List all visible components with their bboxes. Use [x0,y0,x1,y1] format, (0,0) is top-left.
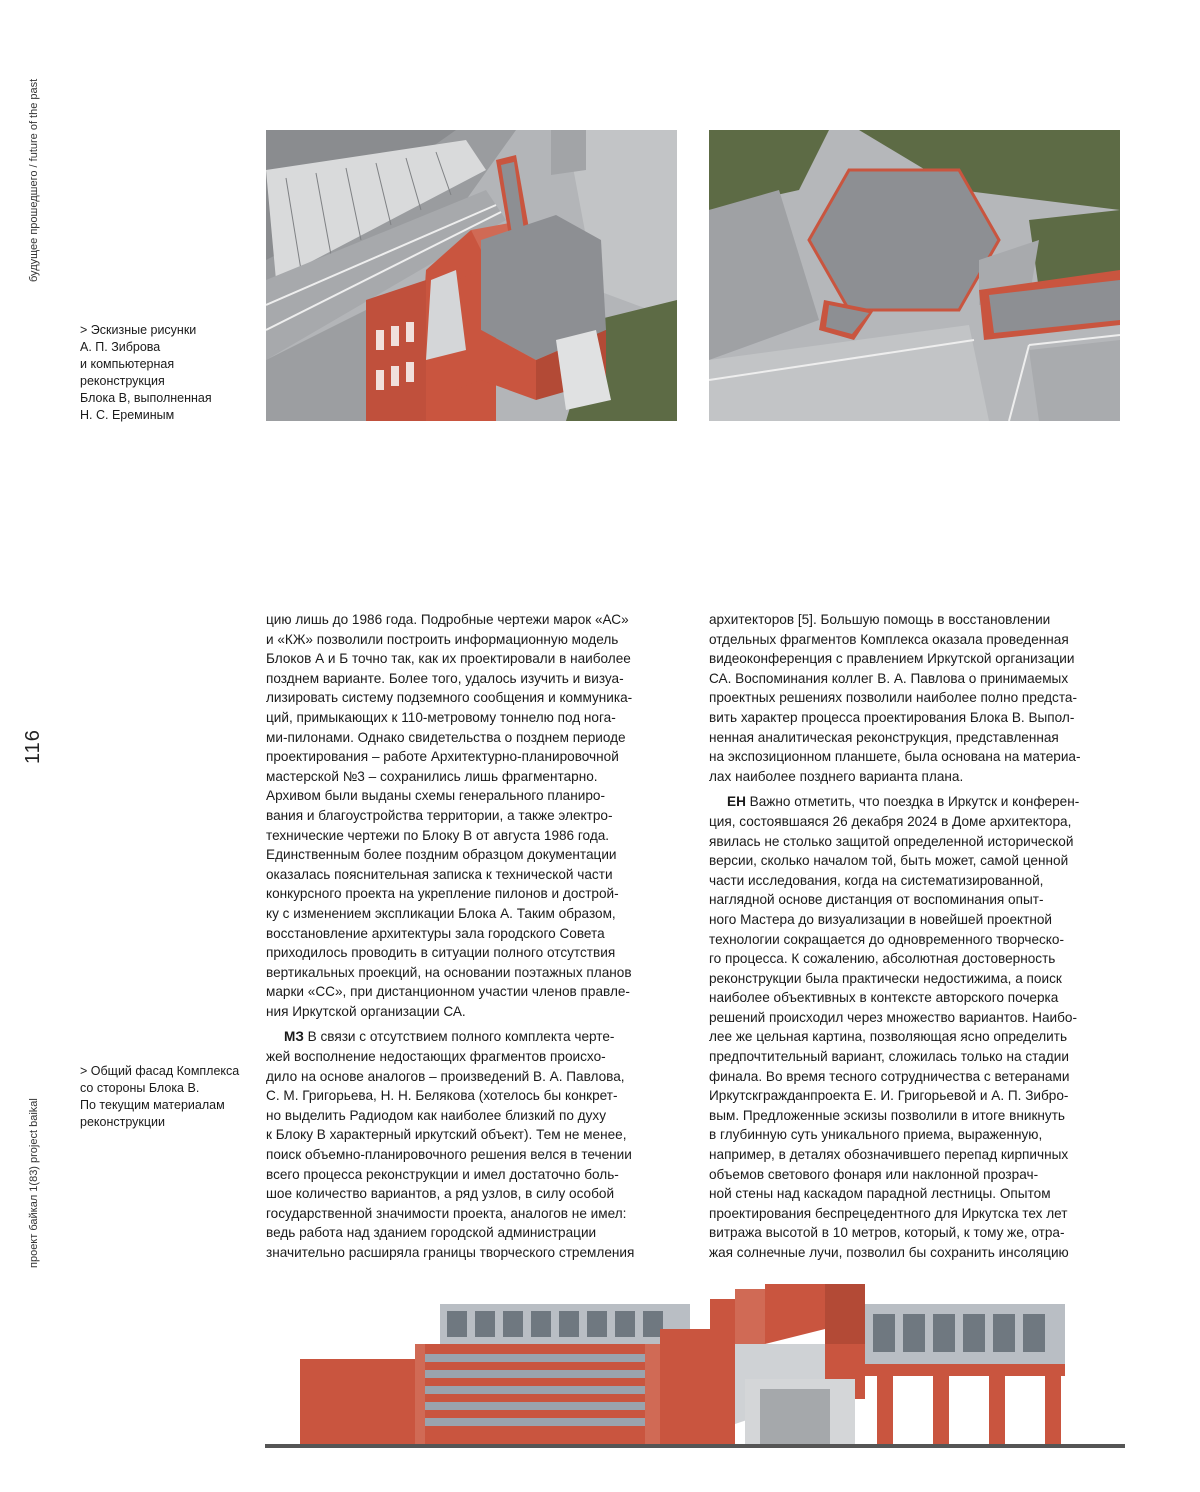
text-line: предпочтительный вариант, сложилась только на стадии [709,1049,1069,1065]
caption-line: реконструкции [80,1115,165,1129]
text-line: лах наиболее позднего варианта плана. [709,768,964,784]
text-line: Блоков А и Б точно так, как их проектировали в наиболее [266,651,631,667]
text-line: явилась не столько защитой определенной исторической [709,833,1074,849]
text-line: оказалась пояснительная записка к технической части [266,866,613,882]
text-line: лизировать систему подземного сообщения и коммуника- [266,690,633,706]
text-line: значительно расширяла границы творческого стремления [266,1245,635,1260]
text-line: отдельных фрагментов Комплекса оказала проведенная [709,631,1069,647]
text-line: реконструкции была практически недостижима, а поиск [709,970,1062,986]
text-line: наглядной основе дистанция от воспоминания опыт- [709,892,1044,908]
caption-top-images [80,322,212,424]
text-line: ного Мастера до визуализации в новейшей проектной [709,911,1053,927]
text-line: витража высотой в 10 метров, который, к тому же, отра- [709,1225,1065,1241]
caption-line: со стороны Блока В. [80,1081,200,1095]
text-column-left [266,610,678,1263]
text-line: вым. Предложенные эскизы позволили в итоге вникнуть [709,1107,1065,1123]
text-line: решений происходил через множество вариантов. Наибо- [709,1009,1077,1025]
text-line: вить характер процесса проектирования Блока В. Выпол- [709,709,1075,725]
text-line: но выделить Радиодом как наиболее близкий по духу [266,1107,606,1123]
text-line: вертикальных проекций, на основании поэтажных планов [266,964,632,980]
text-line: видеоконференция с правлением Иркутской организации [709,651,1075,667]
text-line: поиск объемно-планировочного решения велся в течении [266,1147,632,1163]
text-line: жей восполнение недостающих фрагментов происхо- [266,1049,606,1065]
text-line: ненная аналитическая реконструкция, представленная [709,729,1059,745]
issue-title: проект байкал 1(83) project baikal [28,1098,40,1268]
text-line: ной стены над каскадом парадной лестницы. Опытом [709,1186,1051,1202]
top-view-reconstruction-image [709,130,1120,421]
text-line: дило на основе аналогов – произведений В. А. Павлова, [266,1068,625,1084]
text-line: наиболее объективных в контексте авторского почерка [709,990,1059,1006]
text-line: СА. Воспоминания коллег В. А. Павлова о принимаемых [709,670,1069,686]
text-line: го процесса. К сожалению, абсолютная достоверность [709,951,1056,967]
caption-line: > Эскизные рисунки [80,323,197,337]
text-line: проектирования – работе Архитектурно-планировочной [266,749,619,765]
text-line: проектирования беспрецедентного для Иркутска тех лет [709,1205,1068,1221]
caption-line: реконструкция [80,374,165,388]
running-title: будущее прошедшего / future of the past [28,78,40,282]
text-line: части исследования, когда на систематизированной, [709,872,1044,888]
text-line: конкурсного проекта на укрепление пилонов и дострой- [266,886,619,902]
text-line: в глубинную суть уникального приема, выраженную, [709,1127,1043,1143]
text-line: всего процесса реконструкции и имел достаточно боль- [266,1166,619,1182]
text-line: ми-пилонами. Однако свидетельства о позднем периоде [266,729,626,745]
paragraph [709,610,1121,786]
caption-line: и компьютерная [80,357,175,371]
paragraph [266,1027,678,1262]
text-line: шое количество вариантов, а ряд узлов, в силу особой [266,1186,615,1202]
text-line: проектных решениях позволили наиболее полно предста- [709,690,1078,706]
text-line: технические чертежи по Блоку В от августа 1986 года. [266,827,610,843]
text-line: финала. Во время тесного сотрудничества с ветеранами [709,1068,1070,1084]
text-line: к Блоку В характерный иркутский объект). Тем не менее, [266,1127,627,1143]
caption-facade [80,1063,239,1131]
paragraph [266,610,678,1021]
author-initials: МЗ [284,1029,304,1045]
text-line: на экспозиционном планшете, была основана на материа- [709,749,1081,765]
caption-line: А. П. Зиброва [80,340,161,354]
paragraph [709,792,1121,1262]
text-line: ций, примыкающих к 110-метровому тоннелю под нога- [266,709,616,725]
text-line: объемов светового фонаря или наклонной прозрач- [709,1166,1039,1182]
text-line: государственной значимости проекта, аналогов не имел: [266,1205,627,1221]
text-column-right [709,610,1121,1263]
text-line [266,1027,678,1047]
text-line: ку с изменением экспликации Блока А. Таким образом, [266,905,616,921]
facade-elevation-image [265,1284,1125,1464]
text-line: Иркутскгражданпроекта Е. И. Григорьевой и А. П. Зибро- [709,1088,1069,1104]
text-line: восстановление архитектуры зала городского Совета [266,925,605,941]
text-line: и «КЖ» позволили построить информационную модель [266,631,619,647]
text-line: например, в деталях обозначившего перепад кирпичных [709,1147,1069,1163]
caption-line: > Общий фасад Комплекса [80,1064,240,1078]
text-line: ция, состоявшаяся 26 декабря 2024 в Доме архитектора, [709,813,1072,829]
text-line: С. М. Григорьева, Н. Н. Белякова (хотелось бы конкрет- [266,1088,618,1104]
text-line: приходилось проводить в ситуации полного отсутствия [266,945,616,961]
aerial-reconstruction-image [266,130,677,421]
text-line: лее же цельная картина, позволяющая ясно определить [709,1029,1068,1045]
caption-line: Блока В, выполненная [80,391,212,405]
caption-line: Н. С. Ереминым [80,408,175,422]
text-line: позднем варианте. Более того, удалось изучить и визуа- [266,670,624,686]
text-line: вания и благоустройства территории, а также электро- [266,807,613,823]
text-line: жая солнечные лучи, позволил бы сохранить инсоляцию [709,1245,1069,1260]
page-number: 116 [22,729,44,764]
text-line: марки «СС», при дистанционном участии членов правле- [266,984,630,1000]
text-line: ния Иркутской организации СА. [266,1003,466,1019]
author-initials: ЕН [727,794,746,810]
text-line: цию лишь до 1986 года. Подробные чертежи марок «АС» [266,612,629,627]
text-line [709,792,1121,812]
text-line: версии, сколько началом той, быть может, самой ценной [709,853,1069,869]
text-line: Единственным более поздним образцом документации [266,847,617,863]
text-line: архитекторов [5]. Большую помощь в восстановлении [709,612,1051,627]
caption-line: По текущим материалам [80,1098,225,1112]
text-line: мастерской №3 – сохранились лишь фрагментарно. [266,768,598,784]
text-line: ведь работа над зданием городской администрации [266,1225,597,1241]
text-line: Архивом были выданы схемы генерального планиро- [266,788,605,804]
text-fragment: Важно отметить, что поездка в Иркутск и конферен- [745,794,1080,810]
text-fragment: В связи с отсутствием полного комплекта черте- [303,1029,615,1045]
text-line: технологии сокращается до одновременного творческо- [709,931,1064,947]
